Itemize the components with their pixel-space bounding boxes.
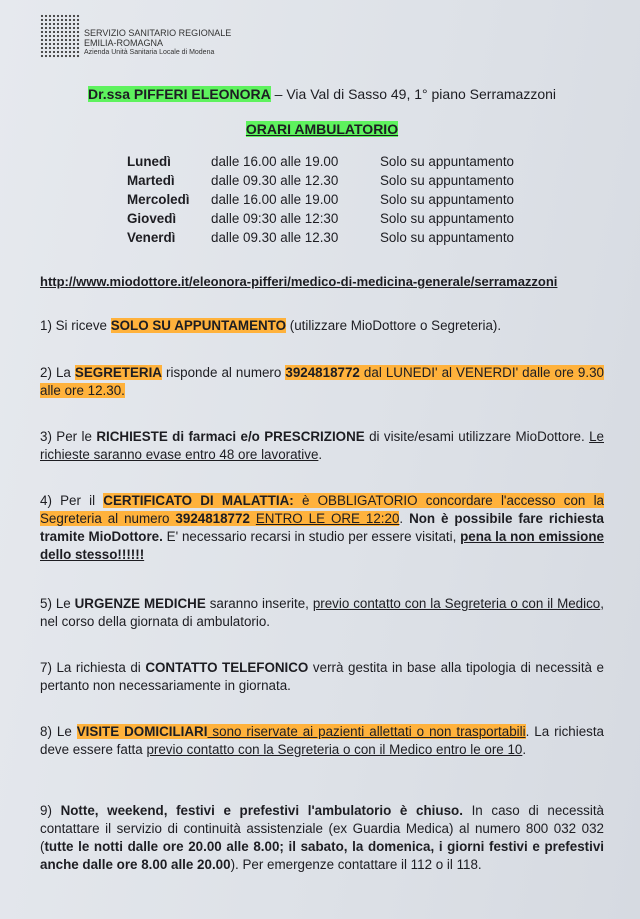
schedule-note: Solo su appuntamento (380, 173, 515, 188)
text-segment: VISITE DOMICILIARI (76, 724, 208, 739)
text-segment: . (522, 742, 527, 757)
text-segment: Notte, weekend, festivi e prefestivi l'ambulatorio è chiuso. (60, 803, 463, 818)
doctor-line (40, 85, 604, 103)
schedule-day: Giovedì (127, 211, 177, 226)
text-segment: 3) Per le (40, 429, 97, 444)
schedule-row (127, 171, 514, 190)
schedule-row (127, 228, 514, 247)
schedule-day: Venerdì (127, 230, 176, 245)
schedule-day: Martedì (127, 173, 175, 188)
paragraph-4 (40, 492, 604, 564)
text-segment: risponde al numero (161, 365, 286, 380)
booking-link[interactable]: http://www.miodottore.it/eleonora-pifferi/medico-di-medicina-generale/serramazzoni (40, 274, 558, 289)
text-segment: SOLO SU APPUNTAMENTO (110, 318, 287, 333)
title-line (40, 120, 604, 138)
org-line-3: Azienda Unità Sanitaria Locale di Modena (84, 49, 215, 56)
page-title: ORARI AMBULATORIO (245, 121, 399, 137)
schedule-note: Solo su appuntamento (380, 154, 515, 169)
text-segment: CONTATTO TELEFONICO (145, 660, 309, 675)
paragraph-7 (40, 723, 604, 759)
text-segment: (utilizzare MioDottore o Segreteria). (286, 318, 502, 333)
schedule-hours: dalle 16.00 alle 19.00 (211, 192, 339, 207)
text-segment: pena la non emissione dello stesso!!!!!! (40, 529, 604, 562)
paragraph-5 (40, 595, 604, 631)
schedule-hours: dalle 09:30 alle 12:30 (211, 211, 339, 226)
schedule-hours: dalle 09.30 alle 12.30 (211, 173, 339, 188)
text-segment (250, 511, 256, 526)
schedule-row (127, 209, 514, 228)
text-segment: RICHIESTE di farmaci e/o PRESCRIZIONE (96, 429, 365, 444)
text-segment: 2) La (40, 365, 75, 380)
text-segment: ). Per emergenze contattare il 112 o il 118. (230, 857, 482, 872)
doctor-name: Dr.ssa PIFFERI ELEONORA (87, 86, 271, 102)
text-segment: previo contatto con la Segreteria o con il Medico (312, 596, 601, 611)
schedule-hours: dalle 16.00 alle 19.00 (211, 154, 339, 169)
text-segment: SEGRETERIA (74, 365, 162, 380)
text-segment: . (399, 511, 410, 526)
text-segment: Non è possibile fare richiesta tramite MioDottore. (40, 511, 604, 544)
schedule-day: Mercoledì (127, 192, 190, 207)
text-segment: 9) (40, 803, 61, 818)
text-segment: 5) Le (40, 596, 75, 611)
schedule-hours: dalle 09.30 alle 12.30 (211, 230, 339, 245)
schedule-row (127, 190, 514, 209)
text-segment: 1) Si riceve (40, 318, 111, 333)
text-segment: In caso di necessità contattare il servizio di continuità assistenziale (ex Guardia Medica) al numero 800 032 032 ( (40, 803, 604, 854)
schedule-note: Solo su appuntamento (380, 230, 515, 245)
text-segment: 3924818772 (175, 511, 250, 526)
text-segment: dal LUNEDI' al VENERDI' dalle ore 9.30 alle ore 12.30. (40, 365, 604, 398)
text-segment: previo contatto con la Segreteria o con il Medico entro le ore 10 (146, 742, 523, 757)
doctor-address: – Via Val di Sasso 49, 1° piano Serramazzoni (270, 86, 557, 102)
text-segment: 7) La richiesta di (40, 660, 146, 675)
text-segment: verrà gestita in base alla tipologia di necessità e pertanto non necessariamente in giornata. (40, 660, 605, 693)
text-segment: . (318, 447, 323, 462)
text-segment: tutte le notti dalle ore 20.00 alle 8.00; il sabato, la domenica, i giorni festivi e prefestivi anche dalle ore 8.00 alle 20.00 (40, 839, 604, 872)
text-segment: di visite/esami utilizzare MioDottore. (364, 429, 590, 444)
text-segment: . La richiesta deve essere fatta (40, 724, 605, 757)
text-segment: saranno inserite, (205, 596, 313, 611)
text-segment: CERTIFICATO DI MALATTIA: (103, 493, 294, 508)
text-segment: 8) Le (40, 724, 77, 739)
text-segment: è OBBLIGATORIO concordare l'accesso con la Segreteria al numero (40, 493, 604, 526)
text-segment: , nel corso della giornata di ambulatorio. (40, 596, 604, 629)
text-segment: 3924818772 (285, 365, 360, 380)
text-segment: sono riservate ai pazienti allettati o non trasportabili (207, 724, 526, 739)
paragraph-8 (40, 802, 604, 874)
org-logo (40, 14, 231, 58)
schedule-note: Solo su appuntamento (380, 211, 515, 226)
org-line-2: EMILIA-ROMAGNA (84, 38, 164, 48)
text-segment: 4) Per il (40, 493, 104, 508)
schedule-row (127, 152, 514, 171)
schedule-note: Solo su appuntamento (380, 192, 515, 207)
paragraph-6 (40, 659, 604, 695)
paragraph-3 (40, 428, 604, 464)
text-segment: E' necessario recarsi in studio per essere visitati, (162, 529, 461, 544)
paragraph-2 (40, 364, 604, 400)
text-segment: ENTRO LE ORE 12:20 (255, 511, 400, 526)
schedule-day: Lunedì (127, 154, 171, 169)
logo-dots-icon (40, 14, 80, 58)
org-line-1: SERVIZIO SANITARIO REGIONALE (84, 28, 232, 38)
paragraph-1 (40, 317, 604, 335)
text-segment: URGENZE MEDICHE (74, 596, 206, 611)
text-segment: Le richieste saranno evase entro 48 ore lavorative (40, 429, 604, 462)
schedule-table (127, 152, 514, 247)
